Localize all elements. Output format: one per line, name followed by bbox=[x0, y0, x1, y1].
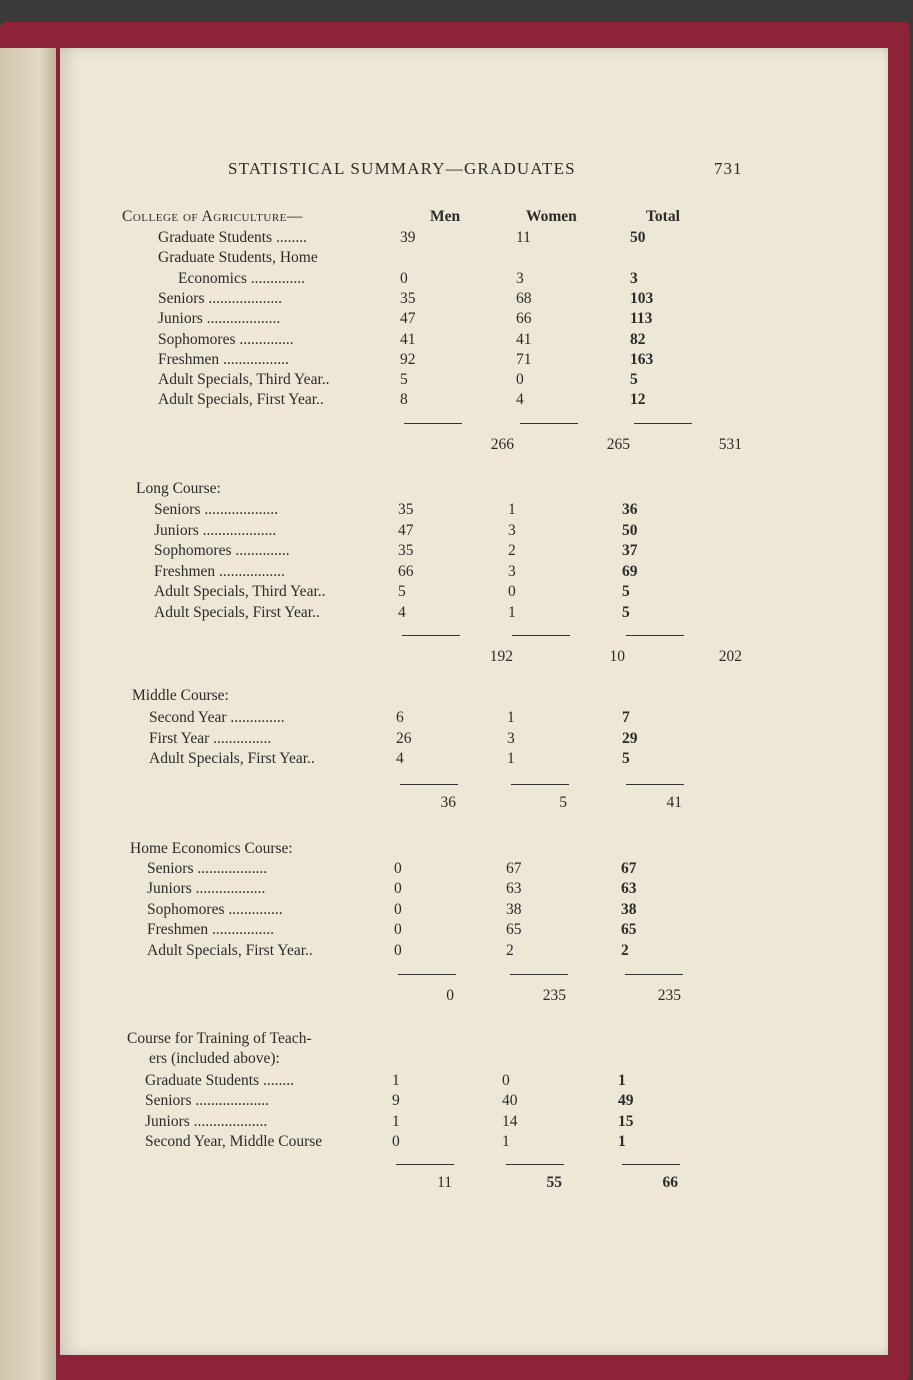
section-heading-cont: ers (included above): bbox=[149, 1050, 280, 1067]
total-rule bbox=[402, 635, 460, 636]
cell-total: 113 bbox=[630, 310, 653, 328]
row-label: Sophomores .............. bbox=[147, 900, 283, 918]
cell-total: 15 bbox=[618, 1112, 634, 1130]
cell-men: 92 bbox=[400, 350, 416, 368]
cell-women: 68 bbox=[516, 289, 532, 307]
total-rule bbox=[506, 1164, 564, 1165]
cell-total: 65 bbox=[621, 921, 637, 939]
row-label: Juniors ................... bbox=[145, 1112, 268, 1130]
cell-total: 2 bbox=[621, 941, 629, 959]
section-heading: Home Economics Course: bbox=[130, 840, 293, 857]
cell-total: 38 bbox=[621, 900, 637, 918]
cell-total: 29 bbox=[622, 729, 638, 747]
section-total-men: 0 bbox=[446, 987, 454, 1004]
row-label: Graduate Students ........ bbox=[145, 1072, 294, 1089]
section-total-men: 11 bbox=[437, 1174, 452, 1191]
page-number: 731 bbox=[714, 159, 743, 178]
cell-total: 5 bbox=[622, 583, 630, 601]
cell-women: 66 bbox=[516, 310, 532, 328]
cell-women: 3 bbox=[508, 562, 516, 580]
cell-men: 0 bbox=[394, 921, 402, 939]
cell-women: 3 bbox=[508, 521, 516, 539]
total-rule bbox=[400, 784, 458, 785]
col-header-women: Women bbox=[526, 208, 577, 225]
total-rule bbox=[626, 784, 684, 785]
cell-women: 65 bbox=[506, 921, 522, 939]
row-label: Seniors ................... bbox=[154, 501, 278, 518]
row-label: Seniors .................. bbox=[147, 860, 268, 877]
cell-men: 1 bbox=[392, 1072, 400, 1089]
cell-men: 47 bbox=[398, 521, 414, 539]
cell-men: 6 bbox=[396, 709, 404, 726]
cell-total: 36 bbox=[622, 501, 638, 518]
row-label: Economics .............. bbox=[178, 269, 305, 287]
cell-total: 69 bbox=[622, 562, 638, 580]
cell-total: 82 bbox=[630, 330, 646, 348]
cell-women: 2 bbox=[506, 941, 514, 959]
total-rule bbox=[634, 423, 692, 424]
cell-women: 14 bbox=[502, 1112, 518, 1130]
cell-women: 40 bbox=[502, 1092, 518, 1110]
section-total-women: 55 bbox=[546, 1174, 562, 1191]
row-label: Adult Specials, Third Year.. bbox=[154, 583, 326, 601]
section-total-men: 192 bbox=[489, 648, 513, 665]
col-header-total: Total bbox=[646, 208, 680, 225]
cell-men: 0 bbox=[392, 1132, 400, 1150]
cell-women: 71 bbox=[516, 350, 532, 368]
cell-men: 0 bbox=[394, 941, 402, 959]
row-label: Second Year, Middle Course bbox=[145, 1132, 323, 1150]
cell-men: 0 bbox=[394, 880, 402, 898]
cell-women: 67 bbox=[506, 860, 522, 877]
row-label: Freshmen ................. bbox=[154, 562, 285, 580]
cell-total: 49 bbox=[618, 1092, 634, 1110]
cell-total: 12 bbox=[630, 391, 646, 409]
cell-men: 39 bbox=[400, 229, 416, 246]
row-label: Adult Specials, First Year.. bbox=[158, 391, 324, 409]
section-heading: Course for Training of Teach- bbox=[127, 1030, 312, 1047]
cell-total: 103 bbox=[630, 289, 654, 307]
row-label: First Year ............... bbox=[149, 729, 272, 747]
cell-women: 1 bbox=[502, 1132, 510, 1150]
section-total-total: 66 bbox=[662, 1174, 678, 1191]
cell-men: 0 bbox=[394, 900, 402, 918]
row-label: Juniors ................... bbox=[158, 310, 281, 328]
cell-total: 50 bbox=[622, 521, 638, 539]
row-label: Freshmen ................ bbox=[147, 921, 275, 939]
section-total-total: 235 bbox=[657, 987, 681, 1004]
cell-men: 1 bbox=[392, 1112, 400, 1130]
cell-men: 35 bbox=[400, 289, 416, 307]
cell-men: 41 bbox=[400, 330, 416, 348]
cell-men: 5 bbox=[400, 371, 408, 389]
row-label: Adult Specials, First Year.. bbox=[147, 941, 313, 959]
row-label: Graduate Students ........ bbox=[158, 229, 307, 246]
cell-total: 3 bbox=[630, 269, 638, 287]
cell-women: 0 bbox=[516, 371, 524, 389]
cell-women: 1 bbox=[508, 501, 516, 518]
total-rule bbox=[622, 1164, 680, 1165]
section-total-women: 265 bbox=[606, 436, 630, 453]
row-label: Sophomores .............. bbox=[158, 330, 294, 348]
cell-women: 11 bbox=[516, 229, 531, 246]
cell-total: 5 bbox=[622, 604, 630, 621]
section-total-total: 531 bbox=[718, 436, 742, 453]
running-head: STATISTICAL SUMMARY—GRADUATES bbox=[228, 159, 576, 178]
total-rule bbox=[511, 784, 569, 785]
row-label: Seniors ................... bbox=[158, 289, 282, 307]
total-rule bbox=[404, 423, 462, 424]
cell-total: 163 bbox=[630, 350, 654, 368]
cell-men: 47 bbox=[400, 310, 416, 328]
cell-men: 4 bbox=[396, 750, 404, 767]
cell-total: 1 bbox=[618, 1132, 626, 1150]
section-total-total: 41 bbox=[666, 794, 682, 811]
cell-women: 3 bbox=[516, 269, 524, 287]
cell-women: 3 bbox=[507, 729, 515, 747]
cell-women: 38 bbox=[506, 900, 522, 918]
cell-men: 0 bbox=[394, 860, 402, 877]
cell-women: 1 bbox=[508, 604, 516, 621]
cell-women: 63 bbox=[506, 880, 522, 898]
cell-total: 5 bbox=[622, 750, 630, 767]
row-label: Second Year .............. bbox=[149, 709, 285, 726]
cell-total: 1 bbox=[618, 1072, 626, 1089]
section-total-total: 202 bbox=[718, 648, 742, 665]
cell-women: 4 bbox=[516, 391, 524, 409]
section-total-women: 5 bbox=[559, 794, 567, 811]
row-label: Seniors ................... bbox=[145, 1092, 269, 1110]
cell-women: 1 bbox=[507, 750, 515, 767]
total-rule bbox=[520, 423, 578, 424]
row-label: Adult Specials, Third Year.. bbox=[158, 371, 330, 389]
cell-total: 63 bbox=[621, 880, 637, 898]
cell-men: 35 bbox=[398, 542, 414, 560]
cell-women: 1 bbox=[507, 709, 515, 726]
row-label: Sophomores .............. bbox=[154, 542, 290, 560]
col-header-men: Men bbox=[430, 208, 461, 225]
section-heading: College of Agriculture— bbox=[122, 208, 303, 225]
row-label: Juniors .................. bbox=[147, 880, 266, 898]
section-total-men: 36 bbox=[440, 794, 456, 811]
row-label: Juniors ................... bbox=[154, 521, 277, 539]
total-rule bbox=[396, 1164, 454, 1165]
cell-men: 8 bbox=[400, 391, 408, 409]
cell-total: 7 bbox=[622, 709, 630, 726]
section-heading: Middle Course: bbox=[132, 687, 229, 704]
cell-men: 0 bbox=[400, 269, 408, 287]
cell-total: 37 bbox=[622, 542, 638, 560]
cell-men: 4 bbox=[398, 604, 406, 621]
row-label: Graduate Students, Home bbox=[158, 249, 318, 267]
cell-men: 9 bbox=[392, 1092, 400, 1110]
cell-total: 5 bbox=[630, 371, 638, 389]
total-rule bbox=[398, 974, 456, 975]
total-rule bbox=[512, 635, 570, 636]
cell-total: 67 bbox=[621, 860, 637, 877]
row-label: Adult Specials, First Year.. bbox=[149, 750, 315, 767]
cell-women: 2 bbox=[508, 542, 516, 560]
cell-total: 50 bbox=[630, 229, 646, 246]
cell-women: 0 bbox=[508, 583, 516, 601]
row-label: Adult Specials, First Year.. bbox=[154, 604, 320, 621]
section-heading: Long Course: bbox=[136, 480, 221, 497]
cell-men: 5 bbox=[398, 583, 406, 601]
total-rule bbox=[510, 974, 568, 975]
total-rule bbox=[626, 635, 684, 636]
total-rule bbox=[625, 974, 683, 975]
cell-women: 0 bbox=[502, 1072, 510, 1089]
cell-women: 41 bbox=[516, 330, 532, 348]
cell-men: 26 bbox=[396, 729, 412, 747]
section-total-men: 266 bbox=[490, 436, 514, 453]
row-label: Freshmen ................. bbox=[158, 350, 289, 368]
section-total-women: 235 bbox=[542, 987, 566, 1004]
cell-men: 66 bbox=[398, 562, 414, 580]
cell-men: 35 bbox=[398, 501, 414, 518]
book-page bbox=[60, 48, 888, 1355]
section-total-women: 10 bbox=[609, 648, 625, 665]
facing-page-edge bbox=[0, 48, 56, 1380]
